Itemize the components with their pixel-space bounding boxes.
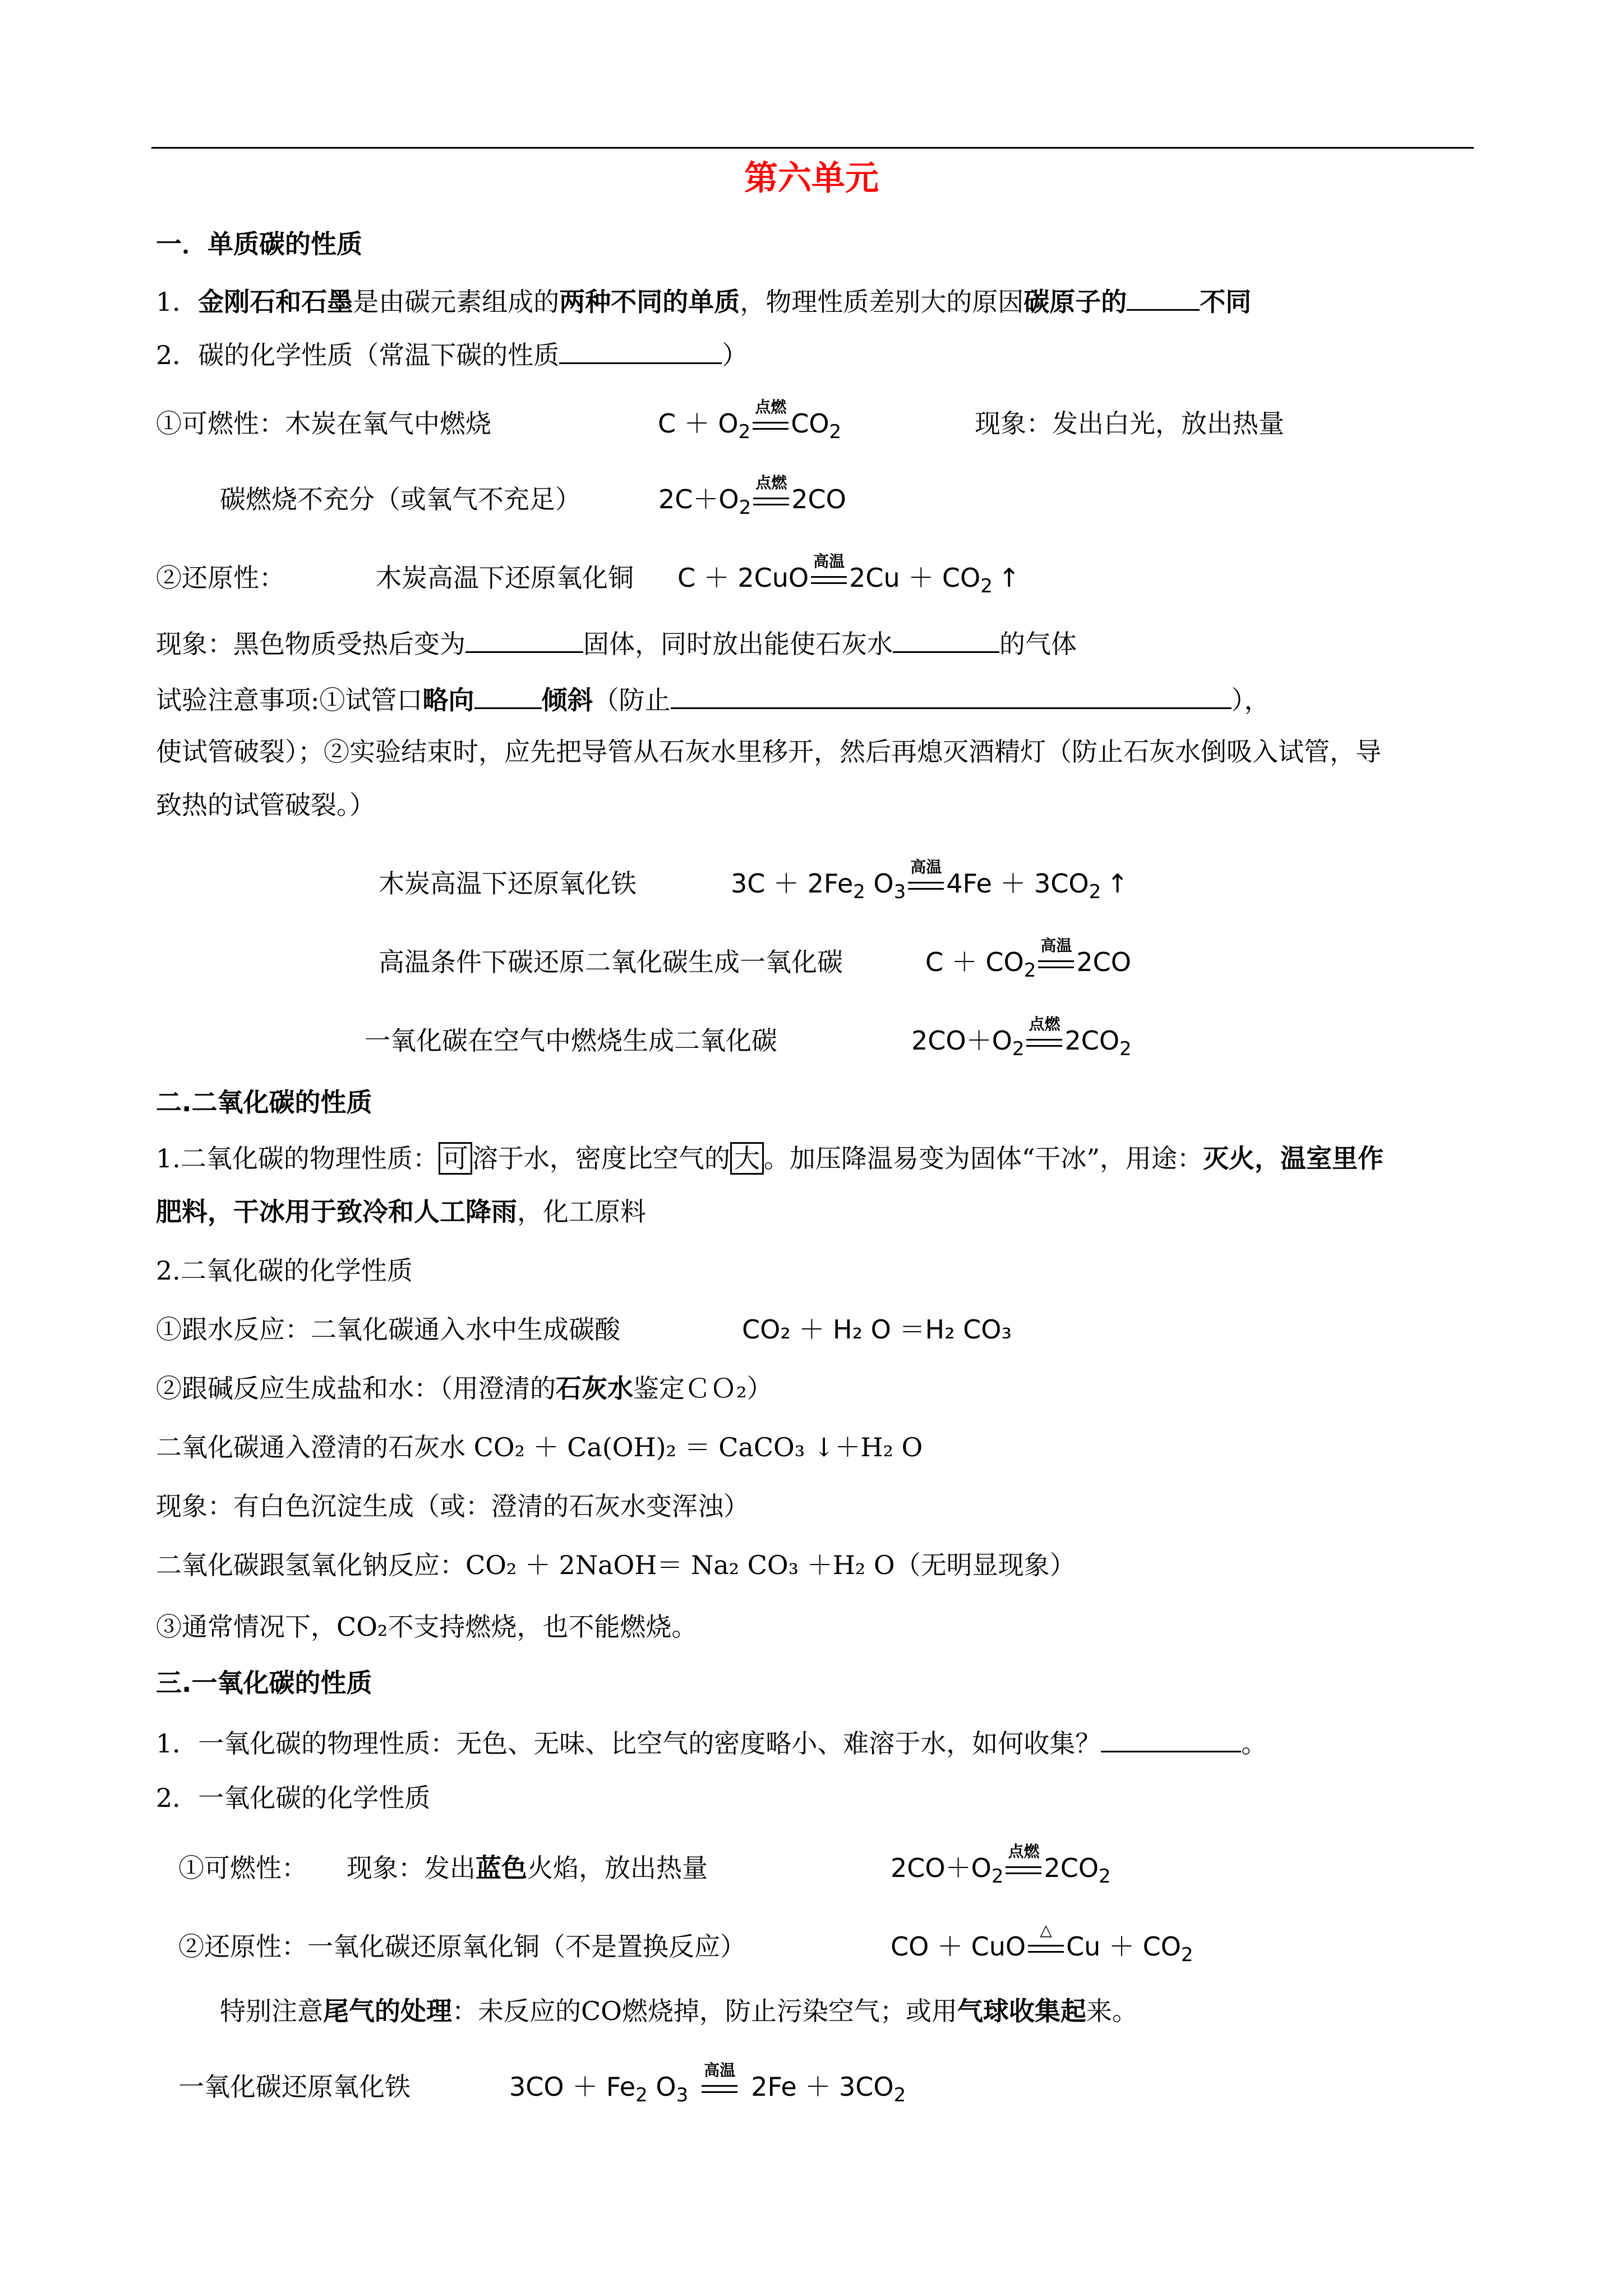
text: 特别注意: [220, 1996, 323, 2026]
fill-blank[interactable]: [1127, 283, 1200, 311]
text: 火焰，放出热量: [527, 1853, 708, 1883]
equation: $3C + 2Fe_2$ $O_3$ 高温 $4Fe + 3CO_2$ ↑: [731, 858, 1128, 904]
bold-text: 气球收集起: [957, 1996, 1086, 2026]
text: ）: [722, 340, 748, 370]
equals-bar: [1028, 1945, 1064, 1953]
condition-label: 高温: [704, 2061, 736, 2079]
equation: $3CO + Fe_2$ $O_3$ 高温 $2Fe + 3CO_2$: [509, 2061, 906, 2107]
equals-bar: [811, 576, 847, 584]
text: 。加压降温易变为固体“干冰”，用途：: [763, 1143, 1203, 1174]
reaction-label: 木炭高温下还原氧化铁: [379, 868, 637, 899]
equals-bar: [908, 882, 944, 890]
s1-phenomenon-line: [156, 625, 1077, 661]
s2-chem-heading: 2.二氧化碳的化学性质: [156, 1255, 413, 1286]
s3-chem-heading: 2．一氧化碳的化学性质: [156, 1783, 431, 1813]
s3-physical-line: [156, 1725, 1267, 1760]
equation-right: 2CO: [1064, 1025, 1120, 1056]
equation-left: 2CO＋O: [891, 1853, 992, 1883]
reaction-label: ②还原性：: [156, 563, 285, 593]
condition-label: 点燃: [1008, 1842, 1040, 1861]
condition-label: 高温: [1040, 936, 1072, 955]
equation-right: CO: [791, 408, 829, 439]
text: ，化工原料: [517, 1197, 646, 1227]
bold-text: 尾气的处理: [323, 1996, 452, 2026]
text: 来。: [1086, 1996, 1138, 2026]
equation: $C + O_2$ 点燃 $CO_2$: [658, 398, 842, 444]
s1-combustion-line: [156, 398, 1284, 444]
bold-text: 不同: [1200, 287, 1252, 317]
bold-text: 肥料，干冰用于致冷和人工降雨: [156, 1197, 517, 1227]
text: 鉴定ＣＯ₂）: [633, 1373, 773, 1404]
section-heading-3: 三.一氧化碳的性质: [156, 1668, 372, 1698]
condition: [753, 473, 789, 516]
text: （防止: [593, 685, 671, 715]
fill-blank[interactable]: [465, 625, 583, 653]
equation: $C + CO_2$ 高温 2CO: [925, 936, 1131, 982]
bold-text: 两种不同的单质: [559, 287, 740, 317]
fill-blank[interactable]: [671, 682, 1232, 709]
bold-text: 倾斜: [541, 685, 593, 715]
s1-notes-line: [156, 682, 1270, 717]
fill-blank[interactable]: [474, 682, 542, 709]
equation-left: 3C ＋ 2Fe: [731, 868, 854, 899]
equation-left: C ＋ O: [658, 408, 739, 439]
equation-right: Cu ＋ CO: [1066, 1931, 1181, 1962]
section-heading-1: 一．单质碳的性质: [156, 229, 362, 259]
bold-text: 碳原子的: [1023, 287, 1127, 317]
equation-right: 2CO: [1044, 1853, 1099, 1883]
bold-text: 金刚石和石墨: [198, 287, 353, 317]
text: 1.二氧化碳的物理性质：: [156, 1143, 439, 1174]
s2-limewater-line: 二氧化碳通入澄清的石灰水 CO₂ ＋ Ca(OH)₂ ＝ CaCO₃ ↓＋H₂ O: [156, 1432, 923, 1462]
text: 溶于水，密度比空气的: [472, 1143, 730, 1174]
s1-co-combustion-line: [365, 1015, 1132, 1061]
bold-text: 蓝色: [476, 1853, 527, 1883]
s2-base-line: [156, 1372, 772, 1405]
text: ：未反应的CO燃烧掉，防止污染空气；或用: [452, 1996, 957, 2026]
text: 现象：发出: [347, 1853, 476, 1883]
equals-bar: [1026, 1039, 1062, 1047]
s1-notes-cont-2: 致热的试管破裂。）: [156, 790, 375, 820]
page-title: 第六单元: [744, 159, 879, 198]
s1-line-2: [156, 337, 748, 372]
condition: [908, 858, 944, 900]
bold-text: 略向: [422, 685, 474, 715]
text: 固体，同时放出能使石灰水: [583, 629, 893, 659]
bold-text: 石灰水: [556, 1373, 633, 1404]
text: 1．: [156, 287, 199, 317]
condition-label: 高温: [910, 858, 942, 876]
s1-iron-oxide-line: [379, 858, 1128, 904]
s1-co2-reduction-line: [379, 936, 1131, 982]
gas-arrow-icon: ↑: [998, 563, 1020, 593]
header-rule: [151, 147, 1474, 149]
s1-reduction-line: [156, 552, 1020, 598]
s2-uses-line: [156, 1195, 646, 1228]
condition: [1028, 1921, 1064, 1963]
equation-left: 2CO＋O: [911, 1025, 1012, 1056]
phenomenon-text: [347, 1851, 708, 1885]
condition: [1006, 1842, 1041, 1885]
text: 的气体: [999, 629, 1077, 659]
equation-left: 2C＋O: [658, 484, 739, 514]
equation: CO₂ ＋ H₂ O ＝H₂ CO₃: [742, 1314, 1012, 1345]
s2-combustion-line: ③通常情况下，CO₂不支持燃烧，也不能燃烧。: [156, 1612, 698, 1642]
reaction-label: 碳燃烧不充分（或氧气不充足）: [220, 484, 581, 514]
s3-iron-oxide-line: [178, 2061, 906, 2107]
boxed-answer: 大: [730, 1142, 764, 1175]
s2-naoh-line: 二氧化碳跟氢氧化钠反应：CO₂ ＋ 2NaOH＝ Na₂ CO₃ ＋H₂ O（无明显现象）: [156, 1550, 1076, 1580]
phenomenon-text: 现象：发出白光，放出热量: [975, 408, 1284, 439]
condition: [811, 552, 847, 595]
s2-physical-line: [156, 1142, 1384, 1175]
reaction-label: ①可燃性：: [178, 1853, 307, 1883]
fill-blank[interactable]: [893, 625, 999, 653]
s3-exhaust-line: [220, 1994, 1138, 2028]
condition: [753, 398, 789, 440]
condition: [1026, 1015, 1062, 1057]
equation: CO ＋ CuO △ $Cu + CO_2$: [891, 1921, 1193, 1967]
reaction-label: 一氧化碳还原氧化铁: [178, 2072, 411, 2102]
equals-bar: [702, 2085, 737, 2093]
text: 2．碳的化学性质（常温下碳的性质: [156, 340, 560, 370]
reaction-label: ②还原性：一氧化碳还原氧化铜（不是置换反应）: [178, 1931, 746, 1962]
equals-bar: [753, 498, 789, 505]
text: 试验注意事项:①试管口: [156, 685, 423, 715]
s3-reduction-line: [178, 1921, 1193, 1967]
equation: $2CO+O_2$ 点燃 $2CO_2$: [891, 1842, 1111, 1888]
equation-right: 2CO: [1076, 947, 1131, 977]
condition: [702, 2061, 737, 2104]
condition-label: 点燃: [755, 473, 787, 492]
condition: [1038, 936, 1074, 979]
text: 1．一氧化碳的物理性质：无色、无味、比空气的密度略小、难溶于水，如何收集？: [156, 1728, 1101, 1759]
s2-water-line: [156, 1313, 1012, 1346]
equation-right: 4Fe ＋ 3CO: [946, 868, 1089, 899]
text: 现象：黑色物质受热后变为: [156, 629, 465, 659]
s2-phenomenon-line: 现象：有白色沉淀生成（或：澄清的石灰水变浑浊）: [156, 1491, 749, 1521]
equals-bar: [753, 422, 789, 430]
reaction-label: 一氧化碳在空气中燃烧生成二氧化碳: [365, 1025, 777, 1056]
bold-text: 灭火，温室里作: [1202, 1143, 1384, 1174]
text: ，物理性质差别大的原因: [740, 287, 1024, 317]
s1-notes-cont-1: 使试管破裂）；②实验结束时，应先把导管从石灰水里移开，然后再熄灭酒精灯（防止石灰水倒吸入试管，导: [156, 737, 1381, 767]
section-heading-2: 二.二氧化碳的性质: [156, 1087, 372, 1117]
equation-left: C ＋ CO: [925, 947, 1024, 977]
fill-blank[interactable]: [1101, 1725, 1241, 1752]
gas-arrow-icon: ↑: [1106, 868, 1128, 899]
reaction-label: ①跟水反应：二氧化碳通入水中生成碳酸: [156, 1314, 620, 1345]
fill-blank[interactable]: [559, 337, 722, 364]
text: 。: [1241, 1728, 1267, 1759]
equals-bar: [1006, 1866, 1041, 1874]
condition-label: 点燃: [755, 398, 787, 416]
condition-label: 高温: [813, 552, 845, 570]
s3-combustion-line: [178, 1842, 1111, 1888]
equation-left: 3CO ＋ Fe: [509, 2072, 636, 2102]
reaction-label: ①可燃性：木炭在氧气中燃烧: [156, 408, 491, 439]
equation-right: 2Cu ＋ CO: [849, 563, 981, 593]
boxed-answer: 可: [439, 1142, 472, 1175]
equation: $2C+O_2$ 点燃 2CO: [658, 473, 846, 519]
reaction-desc: 木炭高温下还原氧化铜: [376, 563, 634, 593]
equation: $2CO+O_2$ 点燃 $2CO_2$: [911, 1015, 1132, 1061]
condition-label: 点燃: [1029, 1015, 1061, 1033]
condition-label: △: [1040, 1921, 1052, 1939]
equals-bar: [1038, 960, 1074, 968]
equation-left: C ＋ 2CuO: [677, 563, 809, 593]
text: 是由碳元素组成的: [353, 287, 560, 317]
s1-incomplete-line: [220, 473, 846, 519]
equation: C ＋ 2CuO 高温 $2Cu + CO_2$ ↑: [677, 552, 1020, 598]
equation-left: CO ＋ CuO: [891, 1931, 1026, 1962]
equation-right: 2CO: [791, 484, 846, 514]
s1-line-1: [156, 283, 1251, 319]
text: ），: [1231, 685, 1270, 715]
equation-right: 2Fe ＋ 3CO: [751, 2072, 894, 2102]
reaction-label: 高温条件下碳还原二氧化碳生成一氧化碳: [379, 947, 843, 977]
text: ②跟碱反应生成盐和水：（用澄清的: [156, 1373, 556, 1404]
